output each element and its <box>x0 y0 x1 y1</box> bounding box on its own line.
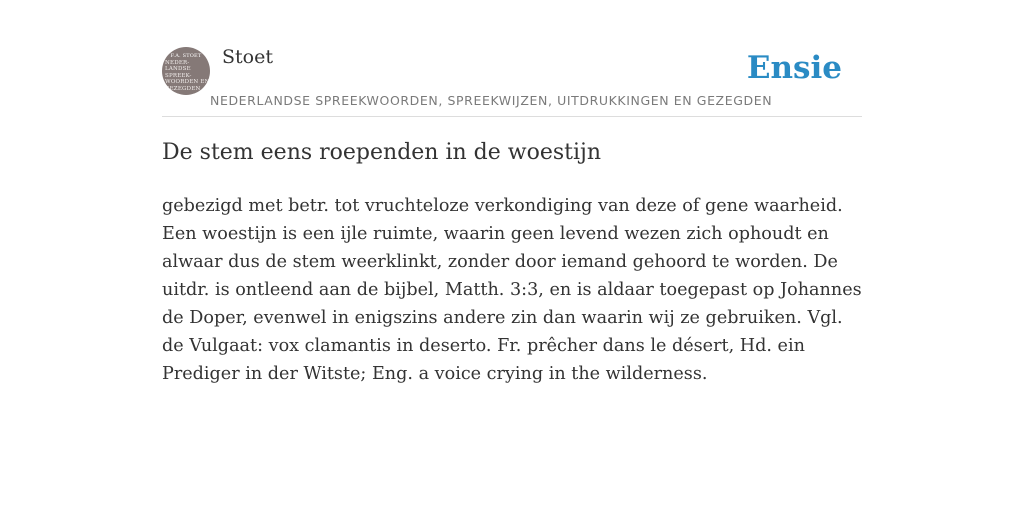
source-avatar[interactable] <box>162 47 210 95</box>
entry-definition: gebezigd met betr. tot vruchteloze verkondiging van deze of gene waarheid. Een woestijn is een ijle ruimte, waarin geen levend wezen zich ophoudt en alwaar dus de stem weerklinkt, zonder door iemand gehoord te worden. De uitdr. is ontleend aan de bijbel, Matth. 3:3, en is aldaar toegepast op Johannes de Doper, evenwel in enigszins andere zin dan waarin wij ze gebruiken. Vgl. de Vulgaat: vox clamantis in deserto. Fr. prêcher dans le désert, Hd. ein Prediger in der Witste; Eng. a voice crying in the wilderness. <box>162 196 862 384</box>
avatar-line: GEZEGDEN <box>165 85 201 92</box>
source-name[interactable]: Stoet <box>222 46 273 68</box>
avatar-line: SPREEK- <box>165 72 192 79</box>
avatar-line: LANDSE <box>165 66 191 72</box>
avatar-line: F.A. STOET <box>170 53 202 59</box>
source-subtitle: NEDERLANDSE SPREEKWOORDEN, SPREEKWIJZEN, UITDRUKKINGEN EN GEZEGDEN <box>210 93 773 108</box>
brand-logo[interactable]: Ensie <box>746 50 842 86</box>
page-container <box>162 0 862 384</box>
source-header <box>162 0 862 117</box>
avatar-line: NEDER- <box>165 59 190 66</box>
avatar-line: WOORDEN EN <box>165 79 210 85</box>
book-cover-image <box>165 53 210 92</box>
entry-title: De stem eens roependen in de woestijn <box>162 140 602 165</box>
